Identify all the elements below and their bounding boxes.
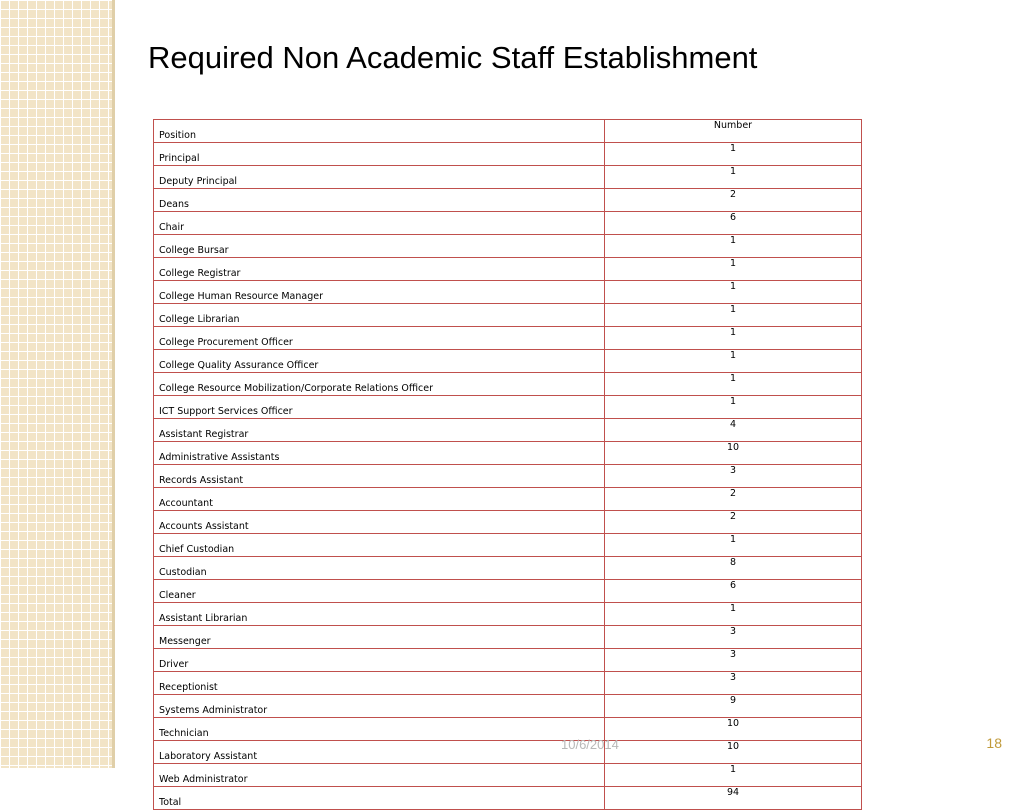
number-cell: 1 <box>605 304 862 327</box>
position-cell: College Procurement Officer <box>154 327 605 350</box>
position-cell: Chief Custodian <box>154 534 605 557</box>
position-cell: Driver <box>154 649 605 672</box>
table-row <box>154 258 862 281</box>
position-cell: Total <box>154 787 605 810</box>
slide-title: Required Non Academic Staff Establishment <box>148 40 758 75</box>
number-cell: 8 <box>605 557 862 580</box>
table-row <box>154 672 862 695</box>
table-row <box>154 488 862 511</box>
number-cell: 1 <box>605 350 862 373</box>
table-row <box>154 327 862 350</box>
number-cell: 4 <box>605 419 862 442</box>
table-row <box>154 419 862 442</box>
number-cell: 3 <box>605 649 862 672</box>
number-cell: 6 <box>605 212 862 235</box>
position-cell: Deputy Principal <box>154 166 605 189</box>
number-cell: 1 <box>605 396 862 419</box>
table-row <box>154 189 862 212</box>
number-cell: 2 <box>605 488 862 511</box>
table-row <box>154 143 862 166</box>
slide-date: 10/6/2014 <box>561 737 619 752</box>
table-row <box>154 649 862 672</box>
table-row <box>154 442 862 465</box>
number-cell: 1 <box>605 327 862 350</box>
position-cell: College Human Resource Manager <box>154 281 605 304</box>
number-cell: 1 <box>605 281 862 304</box>
number-cell: 3 <box>605 626 862 649</box>
position-cell: College Quality Assurance Officer <box>154 350 605 373</box>
position-cell: Accountant <box>154 488 605 511</box>
position-cell: Accounts Assistant <box>154 511 605 534</box>
number-cell: 1 <box>605 534 862 557</box>
number-cell: 6 <box>605 580 862 603</box>
table-row <box>154 695 862 718</box>
position-cell: Technician <box>154 718 605 741</box>
position-cell: Messenger <box>154 626 605 649</box>
table-row <box>154 373 862 396</box>
position-cell: Administrative Assistants <box>154 442 605 465</box>
number-cell: 10 <box>605 718 862 741</box>
number-cell: 1 <box>605 373 862 396</box>
number-cell: 2 <box>605 189 862 212</box>
table-row <box>154 718 862 741</box>
position-cell: Records Assistant <box>154 465 605 488</box>
table-row <box>154 235 862 258</box>
number-cell: 1 <box>605 235 862 258</box>
header-number: Number <box>605 120 862 143</box>
position-cell: ICT Support Services Officer <box>154 396 605 419</box>
table-row <box>154 557 862 580</box>
table-row <box>154 580 862 603</box>
position-cell: College Registrar <box>154 258 605 281</box>
number-cell: 9 <box>605 695 862 718</box>
table-row <box>154 212 862 235</box>
number-cell: 2 <box>605 511 862 534</box>
staff-table-body <box>154 120 862 810</box>
decorative-side-pattern <box>0 0 112 768</box>
position-cell: College Bursar <box>154 235 605 258</box>
table-row <box>154 465 862 488</box>
number-cell: 10 <box>605 741 862 764</box>
table-header-row <box>154 120 862 143</box>
table-row <box>154 787 862 810</box>
slide-page-number: 18 <box>986 735 1002 751</box>
position-cell: Assistant Registrar <box>154 419 605 442</box>
position-cell: Principal <box>154 143 605 166</box>
number-cell: 10 <box>605 442 862 465</box>
position-cell: Laboratory Assistant <box>154 741 605 764</box>
position-cell: Assistant Librarian <box>154 603 605 626</box>
side-divider <box>112 0 115 768</box>
position-cell: Cleaner <box>154 580 605 603</box>
table-row <box>154 511 862 534</box>
number-cell: 1 <box>605 166 862 189</box>
number-cell: 1 <box>605 603 862 626</box>
number-cell: 3 <box>605 672 862 695</box>
number-cell: 3 <box>605 465 862 488</box>
position-cell: Custodian <box>154 557 605 580</box>
table-row <box>154 396 862 419</box>
header-position: Position <box>154 120 605 143</box>
staff-table <box>153 119 862 810</box>
number-cell: 94 <box>605 787 862 810</box>
position-cell: Web Administrator <box>154 764 605 787</box>
table-row <box>154 764 862 787</box>
position-cell: Chair <box>154 212 605 235</box>
position-cell: Receptionist <box>154 672 605 695</box>
table-row <box>154 603 862 626</box>
number-cell: 1 <box>605 258 862 281</box>
position-cell: Deans <box>154 189 605 212</box>
number-cell: 1 <box>605 764 862 787</box>
table-row <box>154 166 862 189</box>
table-row <box>154 626 862 649</box>
position-cell: College Resource Mobilization/Corporate Relations Officer <box>154 373 605 396</box>
position-cell: College Librarian <box>154 304 605 327</box>
table-row <box>154 534 862 557</box>
table-row <box>154 350 862 373</box>
number-cell: 1 <box>605 143 862 166</box>
position-cell: Systems Administrator <box>154 695 605 718</box>
table-row <box>154 304 862 327</box>
table-row <box>154 281 862 304</box>
table-row <box>154 741 862 764</box>
